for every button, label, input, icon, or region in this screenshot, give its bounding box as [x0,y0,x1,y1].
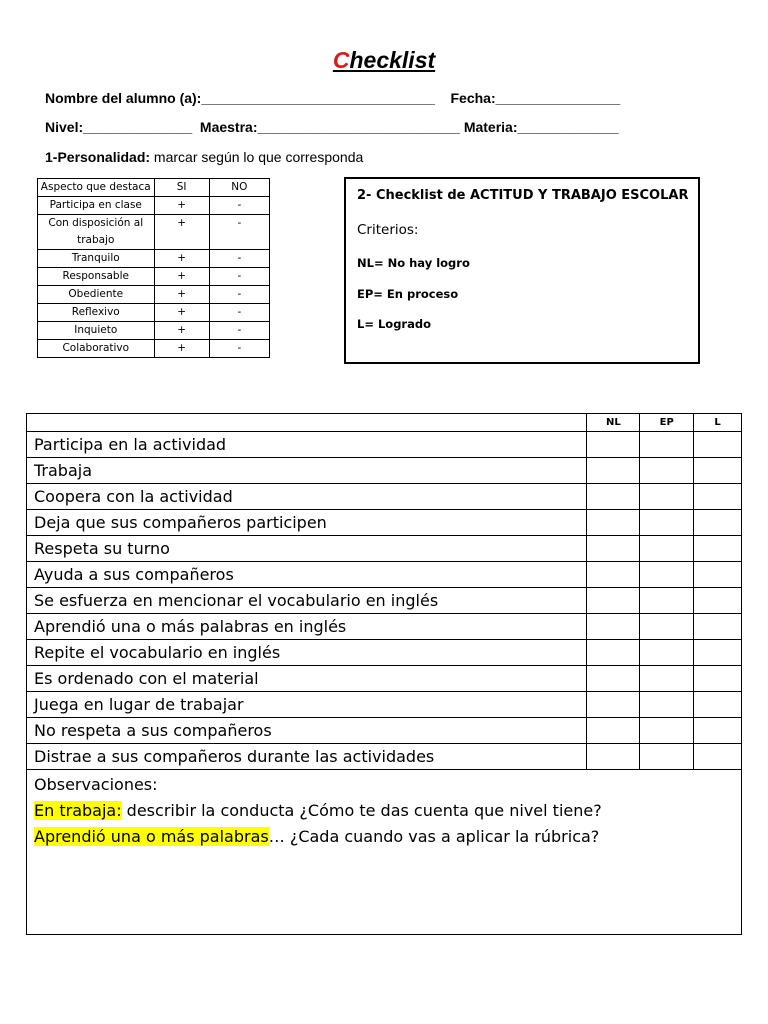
personality-row [38,268,270,286]
personality-si: + [154,268,209,286]
personality-si: + [154,286,209,304]
personality-table [37,178,270,358]
personality-aspect: Tranquilo [38,250,155,268]
personality-si: + [154,340,209,358]
checklist-item: Ayuda a sus compañeros [27,562,587,588]
l-cell[interactable] [694,666,742,692]
checklist-header-blank [27,414,587,432]
checklist-item: Participa en la actividad [27,432,587,458]
checklist-row [27,614,742,640]
attitude-criteria-box [344,177,700,364]
note1-text: describir la conducta ¿Cómo te das cuenta que nivel tiene? [121,801,602,820]
section1-label: 1-Personalidad: [45,149,151,165]
observations-row [27,770,742,935]
nl-cell[interactable] [587,692,640,718]
ep-cell[interactable] [640,744,694,770]
attitude-heading: 2- Checklist de ACTITUD Y TRABAJO ESCOLAR [357,188,689,203]
nl-cell[interactable] [587,718,640,744]
l-cell[interactable] [694,536,742,562]
nl-cell[interactable] [587,666,640,692]
personality-aspect: Obediente [38,286,155,304]
criterion-nl: NL= No hay logro [357,256,470,270]
ep-cell[interactable] [640,692,694,718]
personality-no: - [209,286,269,304]
nl-cell[interactable] [587,614,640,640]
checklist-item: Es ordenado con el material [27,666,587,692]
nl-cell[interactable] [587,536,640,562]
personality-header-row [38,179,270,197]
ep-cell[interactable] [640,640,694,666]
personality-no: - [209,340,269,358]
checklist-table [26,413,742,935]
personality-row [38,197,270,215]
personality-no: - [209,322,269,340]
personality-aspect: Colaborativo [38,340,155,358]
student-date-line: Nombre del alumno (a):______________________________ Fecha:________________ [45,90,621,106]
criterion-l: L= Logrado [357,317,431,331]
checklist-row [27,692,742,718]
l-cell[interactable] [694,640,742,666]
observations-label: Observaciones: [34,775,158,794]
l-cell[interactable] [694,614,742,640]
note2-highlight: Aprendió una o más palabras [34,827,269,846]
l-cell[interactable] [694,510,742,536]
l-cell[interactable] [694,718,742,744]
l-cell[interactable] [694,484,742,510]
l-cell[interactable] [694,458,742,484]
checklist-item: Deja que sus compañeros participen [27,510,587,536]
l-cell[interactable] [694,588,742,614]
ep-cell[interactable] [640,666,694,692]
checklist-item: No respeta a sus compañeros [27,718,587,744]
ep-cell[interactable] [640,718,694,744]
checklist-row [27,640,742,666]
personality-row [38,304,270,322]
checklist-row [27,536,742,562]
checklist-row [27,744,742,770]
checklist-item: Distrae a sus compañeros durante las actividades [27,744,587,770]
personality-no: - [209,197,269,215]
l-cell[interactable] [694,432,742,458]
level-teacher-subject-line: Nivel:______________ Maestra:__________________________ Materia:_____________ [45,119,619,135]
nl-cell[interactable] [587,588,640,614]
nl-cell[interactable] [587,484,640,510]
personality-row [38,250,270,268]
criteria-label: Criterios: [357,222,419,238]
nl-cell[interactable] [587,510,640,536]
checklist-header-nl: NL [587,414,640,432]
checklist-header-row [27,414,742,432]
personality-no: - [209,268,269,286]
section1-instruction [45,149,363,165]
observations-cell[interactable] [27,770,742,935]
page-title [0,47,768,74]
personality-no: - [209,304,269,322]
ep-cell[interactable] [640,614,694,640]
nl-cell[interactable] [587,640,640,666]
personality-aspect: Reflexivo [38,304,155,322]
observation-note-2 [34,824,734,850]
checklist-row [27,458,742,484]
personality-row [38,286,270,304]
checklist-row [27,718,742,744]
checklist-row [27,484,742,510]
ep-cell[interactable] [640,484,694,510]
checklist-item: Respeta su turno [27,536,587,562]
note1-highlight: En trabaja: [34,801,122,820]
l-cell[interactable] [694,692,742,718]
personality-si: + [154,322,209,340]
personality-header-aspect: Aspecto que destaca [38,179,155,197]
checklist-item: Trabaja [27,458,587,484]
checklist-item: Juega en lugar de trabajar [27,692,587,718]
personality-aspect: Participa en clase [38,197,155,215]
section1-text: marcar según lo que corresponda [150,149,364,165]
checklist-row [27,562,742,588]
personality-header-si: SI [154,179,209,197]
personality-aspect: Responsable [38,268,155,286]
checklist-header-ep: EP [640,414,694,432]
ep-cell[interactable] [640,432,694,458]
personality-aspect: Inquieto [38,322,155,340]
personality-row [38,215,270,250]
ep-cell[interactable] [640,588,694,614]
personality-aspect: Con disposición al trabajo [38,215,155,250]
note2-text: … ¿Cada cuando vas a aplicar la rúbrica? [268,827,600,846]
nl-cell[interactable] [587,432,640,458]
ep-cell[interactable] [640,536,694,562]
nl-cell[interactable] [587,458,640,484]
personality-row [38,322,270,340]
personality-row [38,340,270,358]
title-first-letter: C [332,47,350,73]
checklist-row [27,588,742,614]
checklist-row [27,432,742,458]
checklist-header-l: L [694,414,742,432]
l-cell[interactable] [694,562,742,588]
title-rest: hecklist [349,47,436,73]
nl-cell[interactable] [587,744,640,770]
personality-no: - [209,250,269,268]
ep-cell[interactable] [640,458,694,484]
checklist-item: Repite el vocabulario en inglés [27,640,587,666]
personality-si: + [154,304,209,322]
checklist-row [27,510,742,536]
ep-cell[interactable] [640,562,694,588]
personality-si: + [154,250,209,268]
personality-si: + [154,215,209,250]
ep-cell[interactable] [640,510,694,536]
checklist-item: Aprendió una o más palabras en inglés [27,614,587,640]
personality-header-no: NO [209,179,269,197]
l-cell[interactable] [694,744,742,770]
observation-note-1 [34,798,734,824]
checklist-item: Coopera con la actividad [27,484,587,510]
criterion-ep: EP= En proceso [357,287,459,301]
nl-cell[interactable] [587,562,640,588]
checklist-item: Se esfuerza en mencionar el vocabulario en inglés [27,588,587,614]
personality-si: + [154,197,209,215]
checklist-row [27,666,742,692]
personality-no: - [209,215,269,250]
